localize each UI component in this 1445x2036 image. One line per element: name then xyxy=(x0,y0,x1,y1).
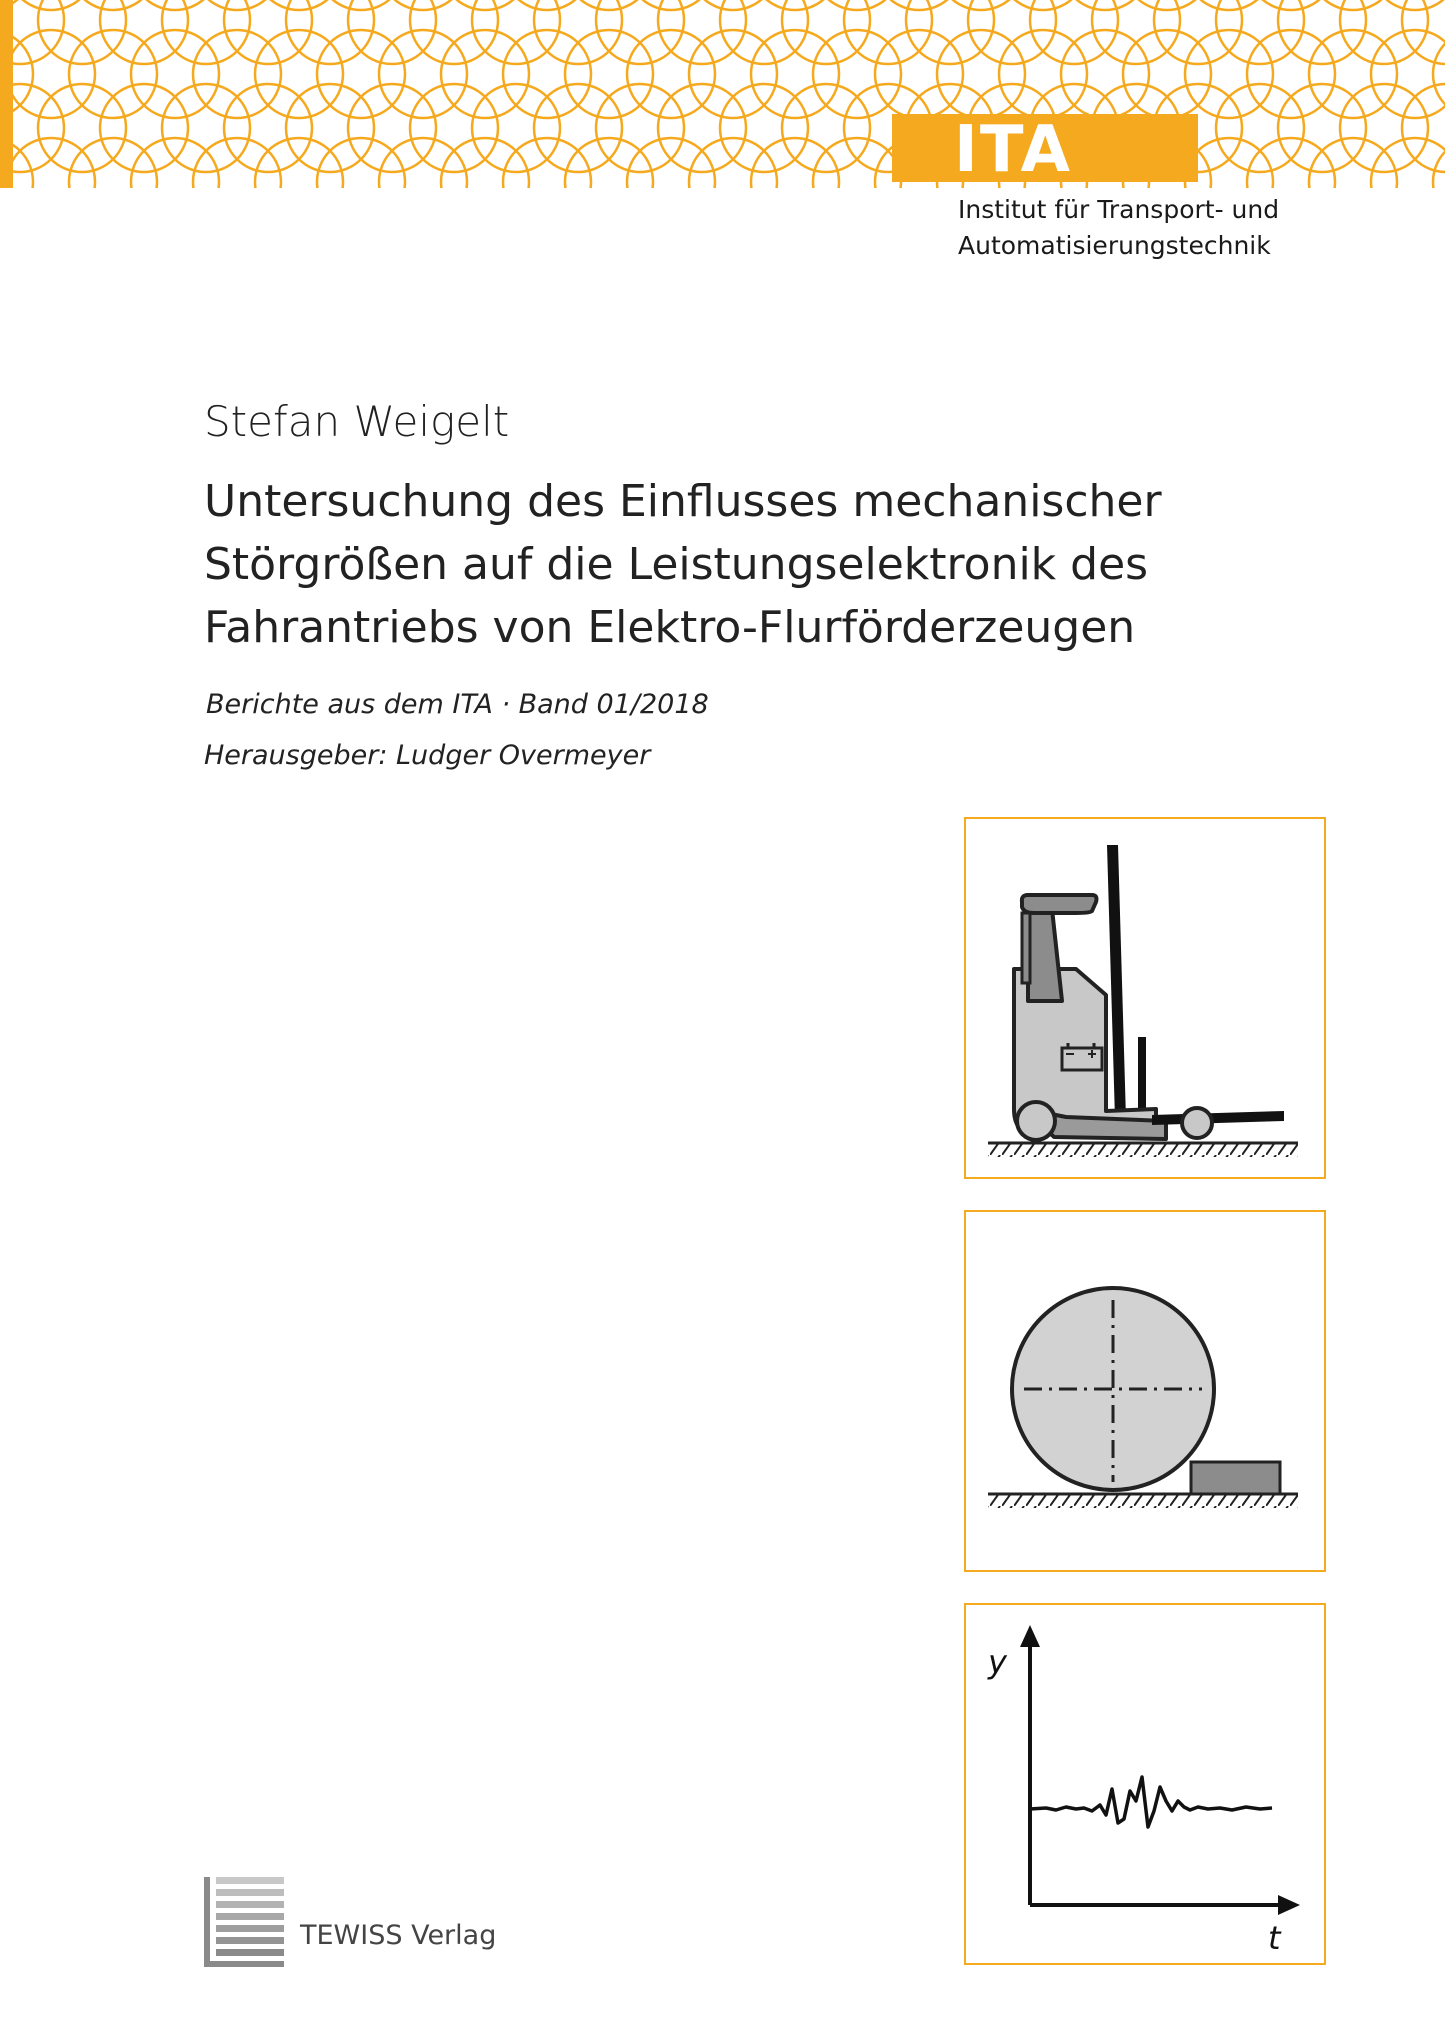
pattern-circle xyxy=(1309,0,1397,10)
pattern-circle xyxy=(317,0,405,10)
pattern-circle xyxy=(689,0,777,10)
pattern-circle xyxy=(751,138,839,188)
pattern-circle xyxy=(1433,30,1445,118)
pattern-circle xyxy=(1123,0,1211,10)
pattern-circle xyxy=(193,138,281,188)
pattern-circle xyxy=(69,0,157,10)
x-axis-arrow-icon xyxy=(1278,1895,1300,1915)
pattern-circle xyxy=(751,0,839,10)
pattern-circle xyxy=(565,138,653,188)
pattern-circle xyxy=(1185,138,1273,188)
institute-line-2: Automatisierungstechnik xyxy=(958,231,1271,260)
pattern-circle xyxy=(7,138,95,188)
pattern-circle xyxy=(937,0,1025,10)
pattern-circle xyxy=(875,0,963,10)
signal-curve xyxy=(1030,1777,1272,1827)
x-axis-label: t xyxy=(1268,1919,1281,1957)
wheel-on-obstacle-icon xyxy=(966,1212,1324,1570)
pattern-circle xyxy=(627,0,715,10)
pattern-circle xyxy=(379,0,467,10)
pattern-circle xyxy=(689,138,777,188)
wheel-panel xyxy=(964,1210,1326,1572)
tewiss-logo-icon xyxy=(204,1877,284,1967)
pattern-circle xyxy=(1061,0,1149,10)
pattern-circle xyxy=(255,138,343,188)
pattern-circle xyxy=(131,0,219,10)
pattern-circle xyxy=(1309,138,1397,188)
signal-plot xyxy=(966,1605,1324,1963)
title-line-1: Untersuchung des Einflusses mechanischer xyxy=(204,476,1162,527)
pattern-circle xyxy=(131,138,219,188)
pattern-circle xyxy=(7,0,95,10)
pattern-circle xyxy=(1247,138,1335,188)
institute-line-1: Institut für Transport- und xyxy=(958,195,1280,224)
pattern-circle xyxy=(627,138,715,188)
forklift-panel xyxy=(964,817,1326,1179)
header-circle-pattern xyxy=(0,0,1445,188)
pattern-circle xyxy=(565,0,653,10)
pattern-circle xyxy=(813,0,901,10)
title-line-3: Fahrantriebs von Elektro-Flurförderzeugen xyxy=(204,602,1136,653)
publisher-name: TEWISS Verlag xyxy=(300,1920,497,1951)
pattern-circle xyxy=(317,138,405,188)
pattern-circle xyxy=(999,0,1087,10)
forklift-icon xyxy=(966,819,1324,1177)
y-axis-label: y xyxy=(988,1643,1007,1681)
ita-logo-text: ITA xyxy=(954,114,1073,182)
book-title xyxy=(204,470,1204,659)
author-name: Stefan Weigelt xyxy=(204,397,510,446)
pattern-circle xyxy=(379,138,467,188)
pattern-circle xyxy=(503,138,591,188)
pattern-circle xyxy=(813,138,901,188)
editor-info: Herausgeber: Ludger Overmeyer xyxy=(204,740,651,771)
pattern-circle xyxy=(441,0,529,10)
pattern-circle xyxy=(441,138,529,188)
institute-name xyxy=(958,192,1279,264)
title-line-2: Störgrößen auf die Leistungselektronik des xyxy=(204,539,1149,590)
pattern-circle xyxy=(1247,0,1335,10)
ita-logo xyxy=(892,114,1198,182)
pattern-circle xyxy=(1185,0,1273,10)
pattern-circle xyxy=(255,0,343,10)
pattern-circle xyxy=(503,0,591,10)
y-axis-arrow-icon xyxy=(1020,1625,1040,1647)
signal-plot-panel xyxy=(964,1603,1326,1965)
header-accent-bar xyxy=(0,0,13,188)
pattern-circle xyxy=(1371,0,1445,10)
pattern-circle xyxy=(69,138,157,188)
series-info: Berichte aus dem ITA · Band 01/2018 xyxy=(206,689,709,720)
pattern-circle xyxy=(193,0,281,10)
